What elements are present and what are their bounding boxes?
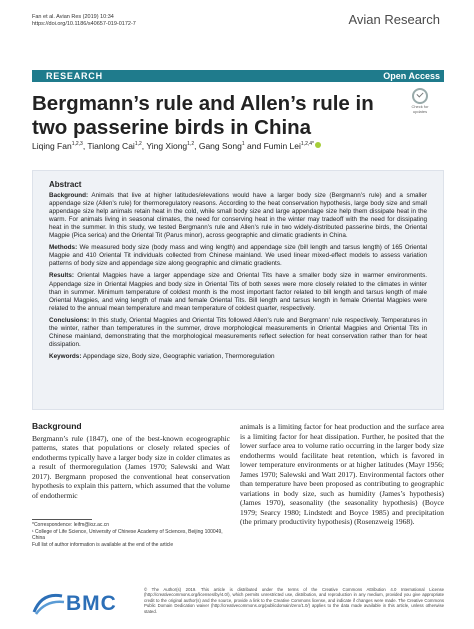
- check-updates-line2: updates: [412, 109, 428, 114]
- bmc-logo-text: BMC: [66, 592, 117, 615]
- author-affiliation: 1,2: [187, 141, 195, 148]
- check-for-updates-badge[interactable]: [405, 88, 435, 118]
- body-paragraph: animals is a limiting factor for heat production and the surface area is a limiting factor for heat dissipation. Further, he posited that the lower surface area to volume ratio occurring in the larger body size endotherms would facilitate heat retention, which is favored in lower temperature environments or at higher latitudes (Mayr 1956; James 1970; Salewski and Watt 2017). Environmental factors other than temperature have been proposed as contributing to geographic variations in body size, such as humidity (James’s hypothesis) (James 1970), seasonality (the seasonality hypothesis) (Boyce 1979; Searcy 1980; Lindstedt and Boyce 1985) and precipitation (the primary productivity hypothesis) (Rosenzweig 1968).: [240, 422, 444, 526]
- abstract-methods: [49, 244, 427, 268]
- running-header: [32, 14, 136, 28]
- citation-line: Fan et al. Avian Res (2019) 10:34: [32, 14, 114, 20]
- section-label: Keywords:: [49, 352, 82, 360]
- check-updates-line1: Check for: [411, 104, 429, 109]
- author-name[interactable]: Ying Xiong: [146, 141, 188, 151]
- license-text: © The Author(s) 2019. This article is distributed under the terms of the Creative Commons Attribution 4.0 International License (http://creativecommons.org/licenses/by/4.0/), which permits unrestricted use, distribution, and reproduction in any medium, provided you give appropriate credit to the original author(s) and the source, provide a link to the Creative Commons license, and indicate if changes were made. The Creative Commons Public Domain Dedication waiver (http://creativecommons.org/publicdomain/zero/1.0/) applies to the data made available in this article, unless otherwise stated.: [144, 587, 444, 614]
- abstract-box: [32, 170, 444, 410]
- crossmark-icon: [412, 88, 428, 104]
- section-text: Appendage size, Body size, Geographic variation, Thermoregulation: [81, 352, 275, 360]
- background-heading: Background: [32, 421, 82, 431]
- body-column-right: [240, 422, 444, 527]
- section-text: Oriental Magpies have a larger appendage size and Oriental Tits have a smaller body size in warmer environments. Appendage size in Oriental Magpies and body size in Oriental Tits of both sexes were more closely related to the climates in winter than in summer. Minimum temperature of coldest month is the most important factor related to bill length and tarsus length of male Oriental Magpies, and wing length of male and female Oriental Tits. Bill length and tarsus length in female Oriental Magpies were related to the annual mean temperature and mean temperature of coldest quarter, respectively.: [49, 272, 427, 312]
- section-text: Animals that live at higher latitudes/elevations would have a larger body size (Bergmann’s rule) and a smaller appendage size (Allen’s rule) for thermoregulatory reasons. According to the heat conservation hypothesis, large body size and small appendage size help animals retain heat in the cold, while small body size and large appendage size help them dissipate heat in the warm. For animals living in seasonal climates, the need for conserving heat in the winter may tradeoff with the need for dissipating heat in the summer. In this study, we tested Bergmann’s rule and Allen’s rule in two widely-distributed passerine birds, the Oriental Magpie (Pica serica) and the Oriental Tit (Parus minor), across geographic and climatic gradients in China.: [49, 192, 427, 240]
- abstract-results: [49, 272, 427, 312]
- author-list: Liqing Fan$^{1,2,3}$, Tianlong Cai$^{1,2}$, Ying Xiong$^{1,2}$, Gang Song$^1$ and Fumin Lei$^{1,2,4*}$: [32, 141, 432, 151]
- abstract-background: [49, 192, 427, 240]
- author-name[interactable]: Tianlong Cai: [87, 141, 135, 151]
- author-name[interactable]: Liqing Fan: [32, 141, 72, 151]
- orcid-icon[interactable]: [315, 142, 321, 148]
- article-type-band: [32, 70, 444, 82]
- section-label: Background:: [49, 192, 89, 200]
- author-affiliation: 1,2,3: [71, 141, 83, 148]
- article-title: Bergmann’s rule and Allen’s rule in two passerine birds in China: [32, 92, 374, 139]
- body-paragraph: Bergmann’s rule (1847), one of the best-known ecogeographic patterns, states that populations or closely related species of endotherms typically have a larger body size in colder climates as a result of thermoregulation (James 1970; Salewski and Watt 2017). Bergmann proposed the conventional heat conservation hypothesis to explain this pattern, which assumed that the volume of endothermic: [32, 433, 230, 500]
- abstract-conclusions: [49, 317, 427, 349]
- open-access-label: Open Access: [383, 71, 440, 81]
- doi-link[interactable]: https://doi.org/10.1186/s40657-019-0172-7: [32, 21, 136, 27]
- bmc-logo: [32, 590, 130, 616]
- bmc-logo-mark-icon: [32, 590, 66, 616]
- author-name[interactable]: Gang Song: [198, 141, 242, 151]
- body-column-left: [32, 422, 230, 500]
- article-type-label: RESEARCH: [46, 71, 103, 81]
- authors-and: and: [247, 141, 262, 151]
- author-info-note: Full list of author information is available at the end of the article: [32, 541, 174, 548]
- author-affiliation: 1,2,4*: [300, 141, 314, 148]
- abstract-keywords: [49, 353, 427, 361]
- section-label: Conclusions:: [49, 316, 90, 324]
- abstract-heading: Abstract: [49, 180, 82, 189]
- author-affiliation: 1,2: [134, 141, 142, 148]
- journal-name: Avian Research: [348, 12, 440, 27]
- section-label: Results:: [49, 272, 75, 280]
- author-name[interactable]: Fumin Lei: [263, 141, 301, 151]
- footnote-divider: [32, 519, 92, 520]
- footnote: [32, 522, 232, 548]
- correspondence: *Correspondence: leifm@ioz.ac.cn: [32, 522, 110, 528]
- section-label: Methods:: [49, 244, 78, 252]
- section-text: In this study, Oriental Magpies and Oriental Tits followed Allen’s rule and Bergmann’ rule respectively. Temperatures in the winter, rather than temperatures in the summer, drove morphological measurements in Oriental Magpies and Oriental Tits in Chinese mainland, demonstrating that the morphological measurements reflect selection for heat conservation rather than for heat dissipation.: [49, 316, 427, 348]
- section-text: We measured body size (body mass and wing length) and appendage size (bill length and tarsus length) of 165 Oriental Magpie and 410 Oriental Tit individuals collected from Chinese mainland. We used linear mixed-effect models to assess variation patterns of body size and appendage size along geographic and climatic gradients.: [49, 244, 427, 268]
- affiliation: ¹ College of Life Science, University of Chinese Academy of Sciences, Beijing 100049, China: [32, 528, 223, 541]
- author-affiliation: 1: [241, 141, 245, 148]
